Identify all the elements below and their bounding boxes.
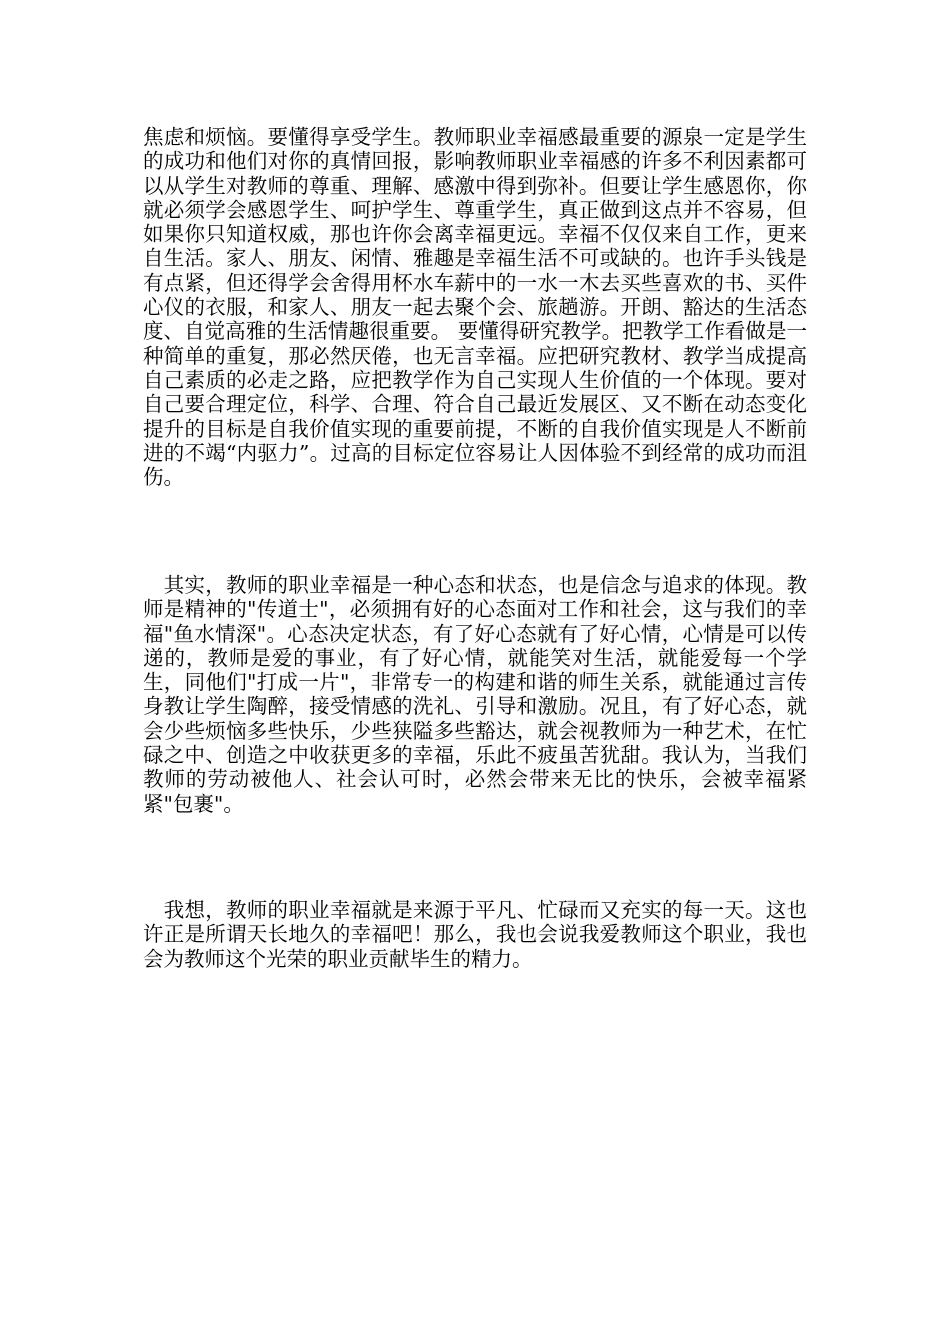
- paragraph-conclusion: 我想，教师的职业幸福就是来源于平凡、忙碌而又充实的每一天。这也许正是所谓天长地久的幸福吧！那么，我也会说我爱教师这个职业，我也会为教师这个光荣的职业贡献毕生的精力。: [143, 898, 807, 971]
- paragraph-teacher-happiness-sources: 焦虑和烦恼。要懂得享受学生。教师职业幸福感最重要的源泉一定是学生的成功和他们对你的真情回报，影响教师职业幸福感的许多不利因素都可以从学生对教师的尊重、理解、感激中得到弥补。但要让学生感恩你，你就必须学会感恩学生、呵护学生、尊重学生，真正做到这点并不容易，但如果你只知道权威，那也许你会离幸福更远。幸福不仅仅来自工作，更来自生活。家人、朋友、闲情、雅趣是幸福生活不可或缺的。也许手头钱是有点紧，但还得学会舍得用杯水车薪中的一水一木去买些喜欢的书、买件心仪的衣服，和家人、朋友一起去聚个会、旅趟游。开朗、豁达的生活态度、自觉高雅的生活情趣很重要。 要懂得研究教学。把教学工作看做是一种简单的重复，那必然厌倦，也无言幸福。应把研究教材、教学当成提高自己素质的必走之路，应把教学作为自己实现人生价值的一个体现。要对自己要合理定位，科学、合理、符合自己最近发展区、又不断在动态变化提升的目标是自我价值实现的重要前提，不断的自我价值实现是人不断前进的不竭“内驱力”。过高的目标定位容易让人因体验不到经常的成功而沮伤。: [143, 125, 807, 490]
- paragraph-mindset-and-state: 其实，教师的职业幸福是一种心态和状态，也是信念与追求的体现。教师是精神的"传道士"，必须拥有好的心态面对工作和社会，这与我们的幸福"鱼水情深"。心态决定状态，有了好心态就有了好心情，心情是可以传递的，教师是爱的事业，有了好心情，就能笑对生活，就能爱每一个学生，同他们"打成一片"，非常专一的构建和谐的师生关系，就能通过言传身教让学生陶醉，接受情感的洗礼、引导和激励。况且，有了好心态，就会少些烦恼多些快乐，少些狭隘多些豁达，就会视教师为一种艺术，在忙碌之中、创造之中收获更多的幸福，乐此不疲虽苦犹甜。我认为，当我们教师的劳动被他人、社会认可时，必然会带来无比的快乐，会被幸福紧紧"包裹"。: [143, 573, 807, 816]
